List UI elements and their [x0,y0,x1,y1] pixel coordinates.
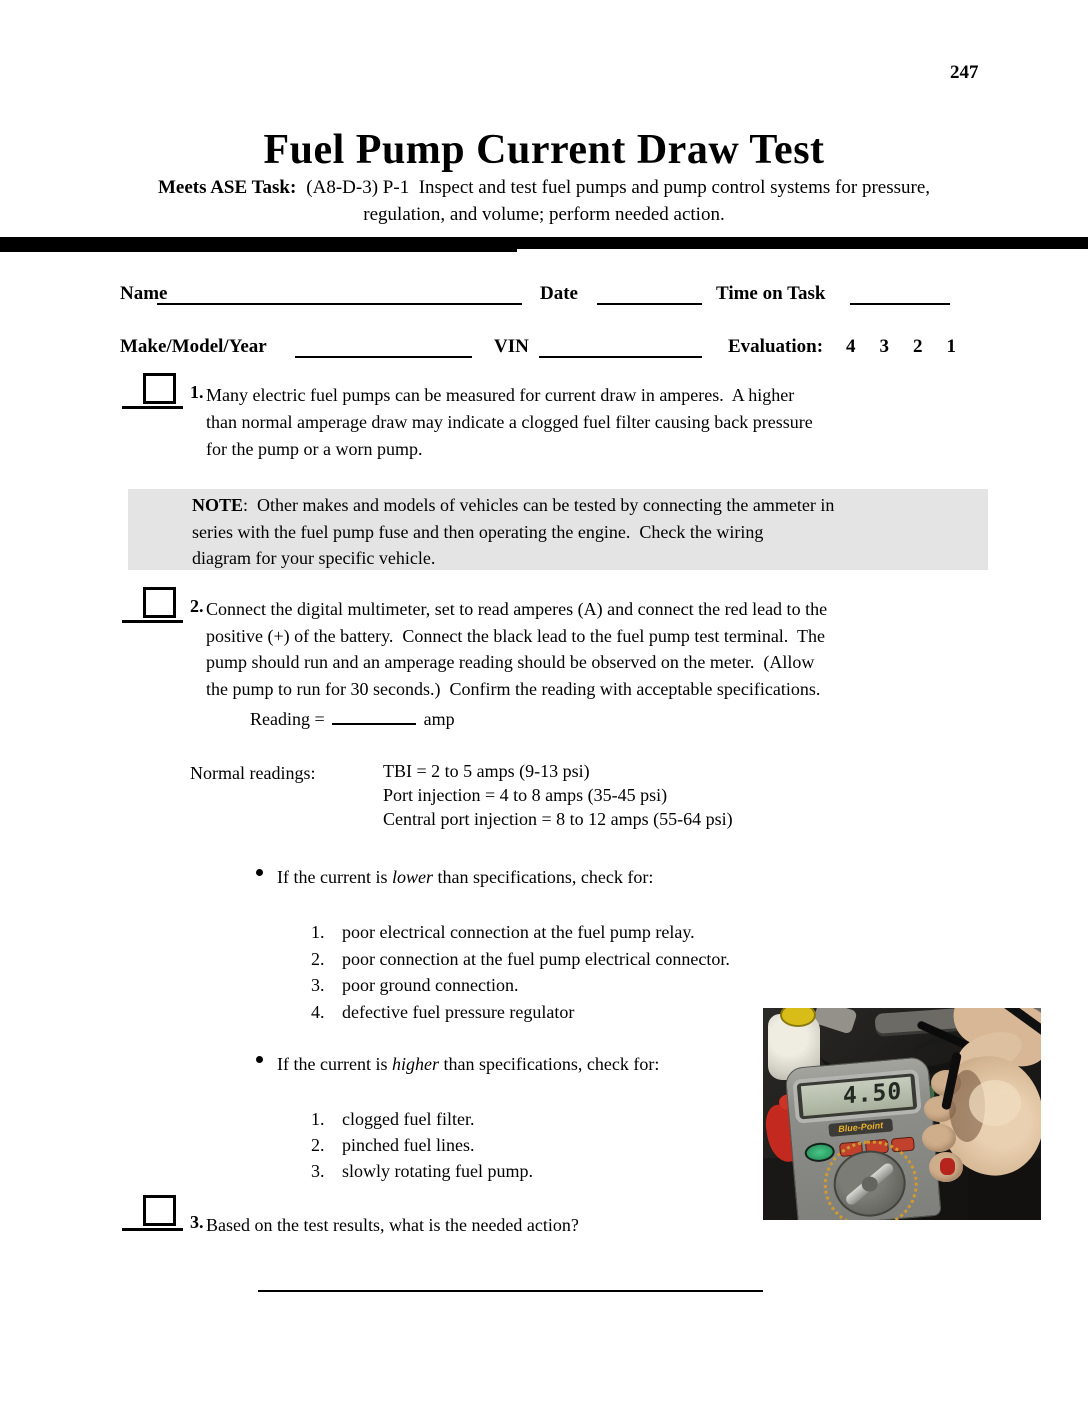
task3-number: 3. [190,1212,204,1232]
lower-emphasis: lower [391,867,433,887]
photo-meter-dial-center [861,1176,878,1192]
lower-check-heading [277,864,653,891]
task1-line2: than normal amperage draw may indicate a clogged fuel filter causing back pressure [206,411,813,432]
note-line2: series with the fuel pump fuse and then operating the engine. Check the wiring [192,521,764,542]
task2-checkbox[interactable] [143,587,176,618]
higher-check-heading [277,1051,659,1078]
vin-label: VIN [494,336,529,357]
task3-text: Based on the test results, what is the needed action? [206,1215,579,1235]
task1-number: 1. [190,382,204,402]
task2-line4: the pump to run for 30 seconds.) Confirm the reading with acceptable specifications. [206,678,821,699]
note-line1-rest: : Other makes and models of vehicles can be tested by connecting the ammeter in [243,495,835,515]
list-item: 4. defective fuel pressure regulator [311,1001,575,1022]
list-item: 2. pinched fuel lines. [311,1135,475,1155]
divider-rule-left-segment [0,237,517,252]
note-label: NOTE [192,495,244,515]
normal-reading-central: Central port injection = 8 to 12 amps (55-64 psi) [383,808,733,829]
bullet-icon [256,869,263,876]
task2-text [206,596,827,702]
task1-text [206,382,813,462]
time-on-task-label: Time on Task [716,283,826,304]
task1-line3: for the pump or a worn pump. [206,438,423,459]
make-model-year-blank[interactable] [295,336,472,358]
note-box [128,489,988,570]
answer-blank[interactable] [258,1270,763,1292]
photo-meter-brand-label: Blue-Point [828,1118,893,1137]
evaluation-label: Evaluation: [728,336,824,357]
date-blank[interactable] [597,283,702,305]
list-item: 3. slowly rotating fuel pump. [311,1161,533,1181]
task1-check-line [122,374,183,409]
normal-readings-values [383,760,733,831]
photo-knuckle [922,1124,956,1152]
reading-suffix: amp [423,709,455,729]
task2-number: 2. [190,596,204,616]
task2-line3: pump should run and an amperage reading should be observed on the meter. (Allow [206,652,815,672]
photo-knuckle-highlight [969,1080,1021,1126]
ase-task-label: Meets ASE Task: [157,177,297,198]
ase-task-line2: regulation, and volume; perform needed action. [363,204,725,225]
task3-check-line [122,1196,183,1231]
note-line3: diagram for your specific vehicle. [192,548,436,568]
evaluation-value-4[interactable]: 4 [846,336,856,357]
page-title: Fuel Pump Current Draw Test [263,127,825,173]
reading-line [250,706,455,733]
bullet-icon [256,1056,263,1063]
time-on-task-blank[interactable] [850,283,950,305]
note-line1 [192,492,834,519]
evaluation-scale [846,336,956,358]
lower-pre: If the current is [277,867,392,887]
make-model-year-label: Make/Model/Year [120,336,267,357]
reading-blank[interactable] [332,707,416,725]
page-number: 247 [950,62,979,83]
higher-emphasis: higher [391,1054,439,1074]
name-label: Name [120,283,168,304]
list-item: 1. poor electrical connection at the fuel pump relay. [311,922,695,942]
task2-check-line [122,588,183,623]
date-label: Date [540,283,578,304]
photo-red-wire [940,1158,955,1175]
task2-line1: Connect the digital multimeter, set to read amperes (A) and connect the red lead to the [206,599,828,619]
photo-multimeter [784,1056,941,1220]
normal-reading-port: Port injection = 4 to 8 amps (35-45 psi) [383,784,668,805]
evaluation-value-1[interactable]: 1 [946,336,956,357]
photo-meter-lcd-frame [792,1069,921,1124]
evaluation-value-3[interactable]: 3 [879,336,889,357]
task1-line1: Many electric fuel pumps can be measured for current draw in amperes. A higher [206,385,795,405]
vin-blank[interactable] [539,336,702,358]
higher-check-list [311,1106,533,1184]
list-item: 2. poor connection at the fuel pump electrical connector. [311,948,730,969]
note-text [192,492,834,572]
lower-check-list [311,919,730,1025]
higher-post: than specifications, check for: [438,1054,660,1074]
normal-readings-label: Normal readings: [190,763,316,783]
photo-fuel-pump-current-test [763,1008,1041,1220]
lower-post: than specifications, check for: [432,867,654,887]
task1-checkbox[interactable] [143,373,176,404]
task3-checkbox[interactable] [143,1195,176,1226]
ase-task-text: (A8-D-3) P-1 Inspect and test fuel pumps and pump control systems for pressure, [306,177,931,198]
photo-meter-lcd-screen [801,1077,913,1116]
photo-meter-display-value: 4.50 [842,1078,902,1110]
reading-prefix: Reading = [250,709,325,729]
list-item: 3. poor ground connection. [311,975,519,995]
task2-line2: positive (+) of the battery. Connect the black lead to the fuel pump test terminal. The [206,625,825,646]
higher-pre: If the current is [277,1054,392,1074]
list-item: 1. clogged fuel filter. [311,1109,475,1129]
name-blank[interactable] [157,283,522,305]
evaluation-value-2[interactable]: 2 [913,336,923,357]
normal-reading-tbi: TBI = 2 to 5 amps (9-13 psi) [383,761,590,781]
ase-task-line1 [0,177,1088,199]
